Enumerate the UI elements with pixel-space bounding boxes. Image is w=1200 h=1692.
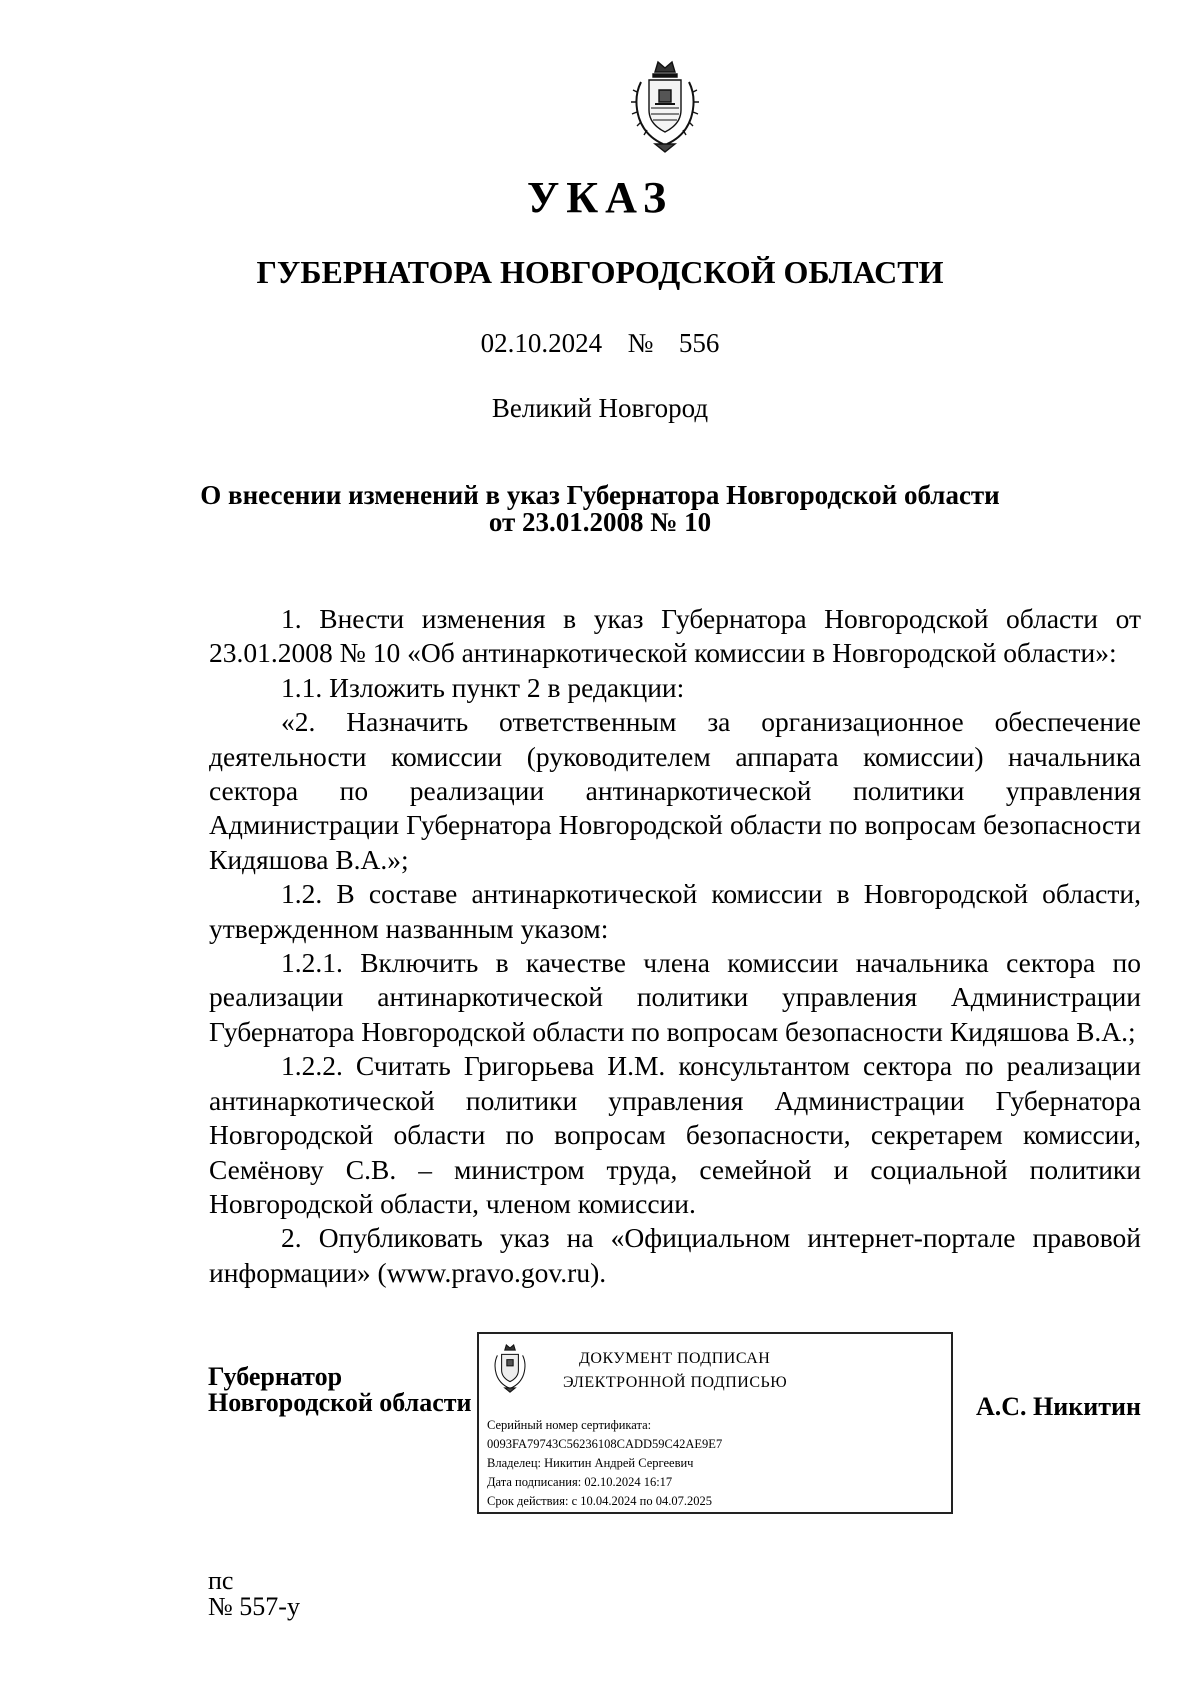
paragraph-1-2-1: 1.2.1. Включить в качестве члена комиссии начальника сектора по реализации антинаркотической политики управления Администрации Губернатора Новгородской области по вопросам безопасности Кидяшова В.А.;	[209, 947, 1141, 1047]
heading-line-1: О внесении изменений в указ Губернатора Новгородской области	[200, 480, 1000, 510]
paragraph-2: 2. Опубликовать указ на «Официальном интернет-портале правовой информации» (www.pravo.gov.ru).	[209, 1222, 1141, 1288]
document-subtitle: ГУБЕРНАТОРА НОВГОРОДСКОЙ ОБЛАСТИ	[256, 254, 944, 290]
place-of-issue: Великий Новгород	[491, 393, 709, 423]
ref-line-2: № 557-у	[208, 1592, 300, 1621]
registration-reference	[208, 1568, 300, 1620]
signatory-name: А.С. Никитин	[976, 1392, 1141, 1421]
paragraph-1-2-2: 1.2.2. Считать Григорьева И.М. консультантом сектора по реализации антинаркотической политики управления Администрации Губернатора Новгородской области по вопросам безопасности, секретарем комиссии, Семёнову С.В. – министром труда, семейной и социальной политики Новгородской области, членом комиссии.	[209, 1050, 1141, 1219]
stamp-signed-date: Дата подписания: 02.10.2024 16:17	[487, 1475, 673, 1489]
ref-line-1: пс	[208, 1566, 234, 1595]
paragraph-1: 1. Внести изменения в указ Губернатора Новгородской области от 23.01.2008 № 10 «Об антинаркотической комиссии в Новгородской области»:	[209, 603, 1141, 669]
signatory-position	[208, 1364, 472, 1416]
paragraph-1-1: 1.1. Изложить пункт 2 в редакции:	[281, 671, 685, 703]
paragraph-1-2: 1.2. В составе антинаркотической комиссии в Новгородской области, утвержденном названным указом:	[209, 878, 1141, 944]
electronic-signature-stamp	[477, 1332, 953, 1514]
decree-body	[209, 602, 1141, 1290]
coat-of-arms-icon	[625, 58, 705, 154]
stamp-coat-of-arms-icon	[489, 1342, 531, 1394]
stamp-header-2: ЭЛЕКТРОННОЙ ПОДПИСЬЮ	[563, 1374, 788, 1391]
stamp-cert-label: Серийный номер сертификата:	[487, 1418, 652, 1432]
document-title: УКАЗ	[526, 173, 674, 222]
position-line-2: Новгородской области	[208, 1388, 472, 1417]
heading-line-2: от 23.01.2008 № 10	[488, 507, 712, 537]
stamp-owner: Владелец: Никитин Андрей Сергеевич	[487, 1456, 694, 1470]
decree-heading	[160, 482, 1040, 536]
position-line-1: Губернатор	[208, 1362, 343, 1391]
stamp-validity: Срок действия: с 10.04.2024 по 04.07.2025	[487, 1494, 712, 1508]
date-number: 02.10.2024 № 556	[480, 328, 720, 358]
paragraph-quote: «2. Назначить ответственным за организационное обеспечение деятельности комиссии (руководителем аппарата комиссии) начальника сектора по реализации антинаркотической политики управления Администрации Губернатора Новгородской области по вопросам безопасности Кидяшова В.А.»;	[209, 706, 1141, 875]
stamp-cert-number: 0093FA79743C56236108CADD59C42AE9E7	[487, 1437, 723, 1451]
stamp-header-1: ДОКУМЕНТ ПОДПИСАН	[579, 1350, 771, 1367]
